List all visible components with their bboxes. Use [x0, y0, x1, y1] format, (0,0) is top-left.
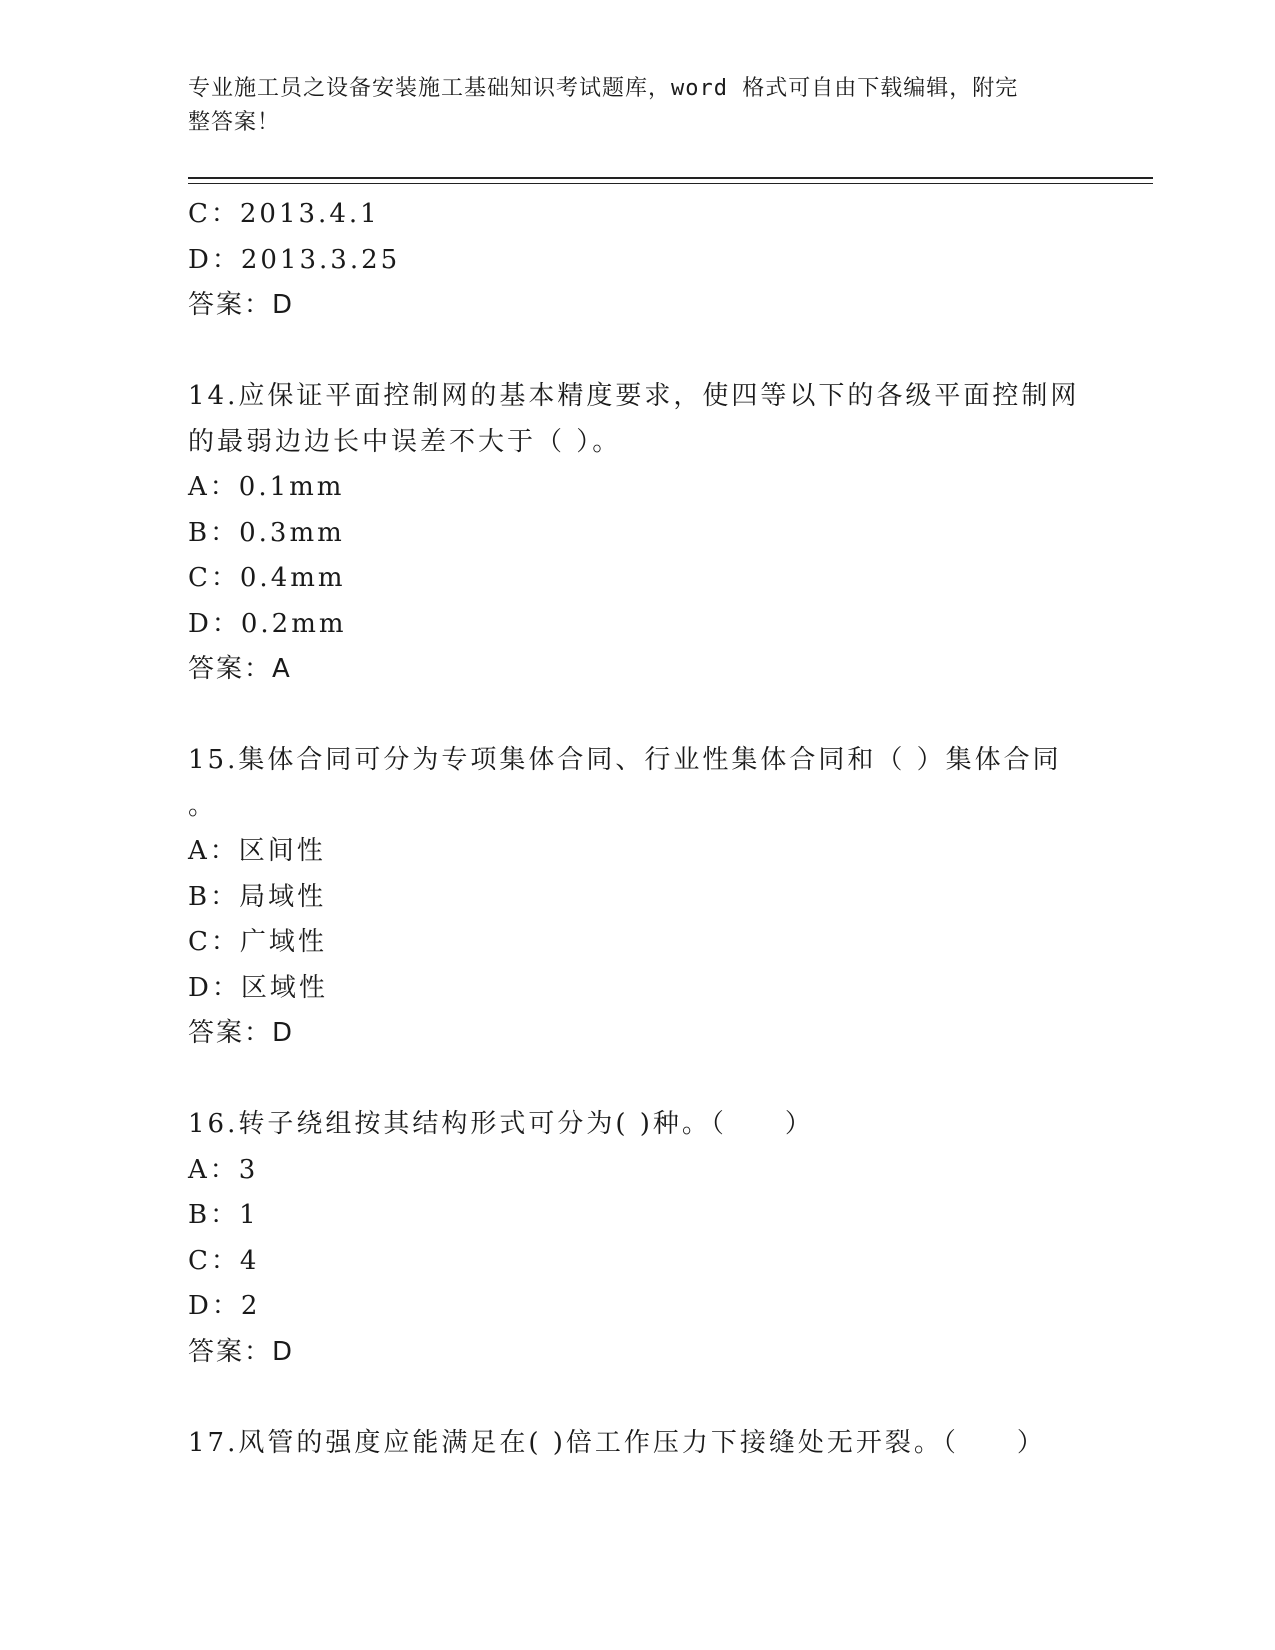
question-list	[188, 192, 1088, 1466]
option-d: D：2013.3.25	[188, 244, 401, 275]
option-a: A：区间性	[188, 836, 326, 866]
header-line-2: 整答案！	[188, 110, 281, 135]
option-d: D：2	[188, 1291, 261, 1321]
question-text-line-2: 。	[188, 790, 218, 821]
question-16	[188, 1102, 1088, 1375]
page-header	[188, 72, 1068, 140]
question-text-line-2: 的最弱边边长中误差不大于（ ）。	[188, 426, 622, 457]
spacer	[188, 329, 1088, 375]
header-line-1: 专业施工员之设备安装施工基础知识考试题库，word 格式可自由下载编辑，附完	[188, 76, 1019, 101]
header-divider-thick	[188, 177, 1153, 179]
question-14	[188, 374, 1088, 693]
option-c: C：广域性	[188, 927, 327, 957]
option-a: A：0.1mm	[188, 472, 345, 502]
question-text-line-1: 15.集体合同可分为专项集体合同、行业性集体合同和（ ）集体合同	[188, 745, 1062, 775]
header-divider-thin	[188, 183, 1153, 184]
option-b: B：1	[188, 1200, 259, 1230]
question-text-line-1: 17.风管的强度应能满足在( )倍工作压力下接缝处无开裂。（ ）	[188, 1427, 1046, 1458]
answer: 答案：D	[188, 290, 295, 320]
question-15	[188, 738, 1088, 1057]
question-13	[188, 192, 1088, 329]
answer: 答案：D	[188, 1336, 295, 1367]
answer: 答案：A	[188, 654, 292, 684]
option-c: C：4	[188, 1245, 260, 1276]
option-d: D：区域性	[188, 972, 328, 1003]
question-text-line-1: 16.转子绕组按其结构形式可分为( )种。（ ）	[188, 1109, 814, 1139]
question-17	[188, 1421, 1088, 1467]
spacer	[188, 693, 1088, 739]
answer: 答案：D	[188, 1018, 295, 1048]
option-b: B：局域性	[188, 881, 327, 912]
option-a: A：3	[188, 1154, 259, 1185]
spacer	[188, 1057, 1088, 1103]
question-text-line-1: 14.应保证平面控制网的基本精度要求，使四等以下的各级平面控制网	[188, 381, 1080, 411]
option-b: B：0.3mm	[188, 517, 345, 548]
option-c: C：0.4mm	[188, 563, 346, 593]
option-c: C：2013.4.1	[188, 199, 380, 229]
option-d: D：0.2mm	[188, 608, 347, 639]
spacer	[188, 1375, 1088, 1421]
